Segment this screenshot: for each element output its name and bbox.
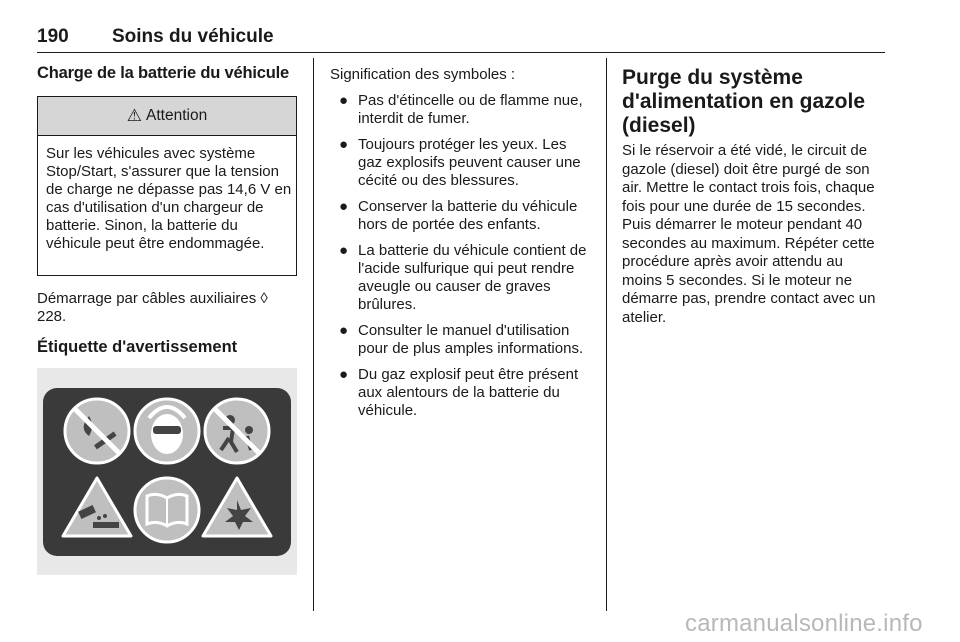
bullet-icon: ●: [339, 92, 349, 109]
warning-label-heading: Étiquette d'avertissement: [37, 338, 238, 356]
page-number: 190: [37, 26, 69, 47]
list-item: ● Consulter le manuel d'utilisation pour de plus amples informations.: [339, 322, 584, 357]
warning-text: Sur les véhicules avec système Stop/Start, s'assurer que la tension de charge ne dépasse pas 14,6 V en cas d'utilisation d'un chargeur de batterie. Sinon, la batterie du véhicule peut être endommagée.: [46, 145, 292, 252]
bullet-icon: ●: [339, 136, 349, 153]
warning-box: [37, 96, 297, 276]
bullet-icon: ●: [339, 198, 349, 215]
site-watermark: carmanualsonline.info: [685, 610, 923, 637]
header-divider: [37, 52, 885, 53]
no-fire-no-smoking-icon: [65, 399, 129, 463]
jump-start-reference[interactable]: Démarrage par câbles auxiliaires ◊ 228.: [37, 290, 268, 325]
symbols-intro: Signification des symboles :: [330, 66, 516, 83]
warning-header: [38, 97, 296, 136]
read-manual-icon: [135, 478, 199, 542]
column-divider-1: [313, 58, 314, 611]
fuel-purge-text: Si le réservoir a été vidé, le circuit de gazole (diesel) doit être purgé de son air. Mettre le contact trois fois, chaque fois pour une durée de 15 secondes. Puis démarrer le moteur pendant 40 secondes au maximum. Répéter cette procédure après avoir attendu au moins 5 secondes. Si le moteur ne démarre pas, prendre contact avec un atelier.: [622, 142, 876, 326]
column-divider-2: [606, 58, 607, 611]
keep-away-from-children-icon: [205, 399, 269, 463]
warning-triangle-icon: ⚠: [126, 106, 143, 125]
bullet-icon: ●: [339, 366, 349, 383]
list-item: ● Conserver la batterie du véhicule hors de portée des enfants.: [339, 198, 578, 233]
eye-protection-icon: [135, 399, 199, 463]
list-item: ● Toujours protéger les yeux. Les gaz explosifs peuvent causer une cécité ou des blessures.: [339, 136, 581, 189]
list-item: ● Pas d'étincelle ou de flamme nue, interdit de fumer.: [339, 92, 583, 127]
warning-title: Attention: [146, 107, 208, 124]
list-item: ● La batterie du véhicule contient de l'acide sulfurique qui peut rendre aveugle ou causer de graves brûlures.: [339, 242, 587, 313]
bullet-icon: ●: [339, 322, 349, 339]
symbols-list: [330, 92, 592, 428]
battery-warning-label-image: [37, 368, 297, 575]
battery-charge-heading: Charge de la batterie du véhicule: [37, 64, 289, 82]
bullet-icon: ●: [339, 242, 349, 259]
list-item: ● Du gaz explosif peut être présent aux alentours de la batterie du véhicule.: [339, 366, 579, 419]
fuel-purge-heading: Purge du système d'alimentation en gazole (diesel): [622, 66, 866, 137]
section-title: Soins du véhicule: [112, 26, 274, 47]
